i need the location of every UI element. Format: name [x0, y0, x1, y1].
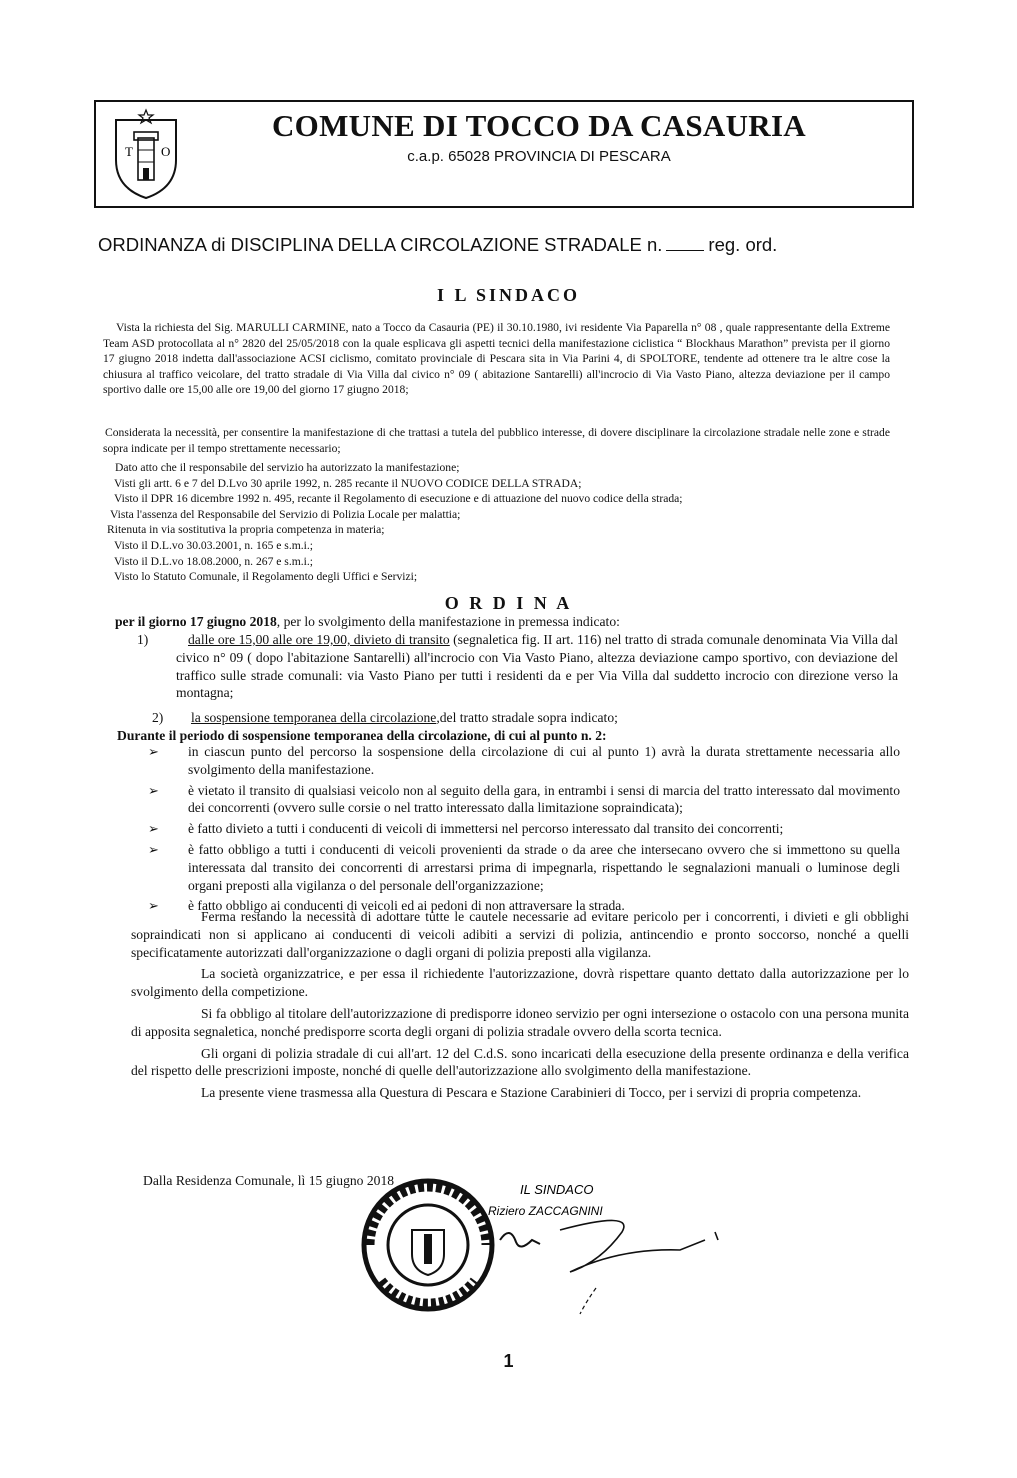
arrow-bullet-icon: ➢ — [148, 898, 159, 914]
ordinance-title — [98, 234, 777, 256]
preamble-line: Dato atto che il responsabile del servizio ha autorizzato la manifestazione; — [115, 461, 460, 474]
signature-name: Riziero ZACCAGNINI — [488, 1204, 603, 1218]
official-stamp-icon — [360, 1170, 740, 1320]
bullet-item — [148, 841, 900, 894]
sindaco-heading: I L SINDACO — [436, 285, 581, 305]
item-number: 1) — [137, 632, 149, 647]
bullet-text: in ciascun punto del percorso la sospensione della circolazione di cui al punto 1) avrà la durata strettamente necessaria allo svolgimento della manifestazione. — [188, 744, 900, 777]
closing-line: Dalla Residenza Comunale, lì 15 giugno 2018 — [143, 1173, 395, 1188]
preamble-line: Visto lo Statuto Comunale, il Regolamento degli Uffici e Servizi; — [114, 570, 418, 584]
item-underlined-text: la sospensione temporanea della circolazione — [191, 710, 437, 725]
ordina-heading: O R D I N A — [444, 593, 573, 613]
bullet-item — [148, 782, 900, 818]
crest-letter-o: O — [161, 144, 171, 159]
ordina-lead-text: , per lo svolgimento della manifestazione in premessa indicato: — [276, 614, 620, 629]
crest-letter-t: T — [125, 144, 133, 159]
preamble-text-2: Considerata la necessità, per consentire la manifestazione di che trattasi a tutela del pubblico interesse, di dovere disciplinare la circolazione stradale nelle zone e strade sopra indicate per il tempo strettamente necessario; — [103, 426, 890, 455]
ordina-item-1 — [137, 631, 898, 702]
bullet-text: è fatto obbligo ai conducenti di veicoli ed ai pedoni di non attraversare la strada. — [188, 898, 625, 914]
durante-text: Durante il periodo di sospensione temporanea della circolazione, di cui al punto n. 2: — [117, 728, 607, 743]
item-text: (segnaletica fig. II art. 116) nel tratto di strada comunale denominata Via Villa dal civico n° 09 ( dopo l'abitazione Santarelli) all'incrocio con Via Vasto Piano, altezza deviazione campo sportivo, con deviazione del traffico sulle strade comunali: via Vasto Piano per tutti i residenti da e per Via Villa dal suddetto incrocio con direzione verso la montagna; — [176, 632, 898, 701]
arrow-bullet-icon: ➢ — [148, 744, 159, 759]
letterhead — [94, 100, 914, 208]
preamble-line: Visto il D.L.vo 18.08.2000, n. 267 e s.m.i.; — [114, 554, 313, 568]
paragraph: La società organizzatrice, e per essa il richiedente l'autorizzazione, dovrà rispettare quanto dettato dalla autorizzazione per lo svolgimento della competizione. — [131, 966, 909, 1000]
bullet-list — [148, 743, 900, 915]
item-underlined-text: dalle ore 15,00 alle ore 19,00, divieto di transito — [188, 632, 450, 647]
ordinance-number-blank — [666, 250, 704, 251]
arrow-bullet-icon: ➢ — [148, 782, 159, 798]
municipality-address: c.a.p. 65028 PROVINCIA DI PESCARA — [407, 148, 671, 165]
paragraph: Si fa obbligo al titolare dell'autorizzazione di predisporre idoneo servizio per ogni intersezione o ostacolo con una persona munita di apposita segnaletica, nonché predisporre scorta degli organi di polizia stradale ovvero della scorta tecnica. — [131, 1005, 909, 1039]
paragraph: La presente viene trasmessa alla Questura di Pescara e Stazione Carabinieri di Tocco, per i servizi di propria competenza. — [201, 1085, 862, 1101]
item-text: ,del tratto stradale sopra indicato; — [436, 710, 618, 725]
signature-block — [360, 1170, 740, 1320]
preamble-line: Visti gli artt. 6 e 7 del D.Lvo 30 aprile 1992, n. 285 recante il NUOVO CODICE DELLA STRADA; — [114, 476, 582, 490]
bullet-item — [148, 743, 900, 779]
closing-paragraphs — [131, 908, 909, 1102]
ordina-item-2 — [152, 709, 901, 727]
page-number: 1 — [503, 1351, 514, 1371]
preamble-line: Visto il D.L.vo 30.03.2001, n. 165 e s.m.i.; — [114, 538, 313, 552]
preamble-list — [103, 460, 890, 585]
paragraph: Gli organi di polizia stradale di cui all'art. 12 del C.d.S. sono incaricati della esecuzione della presente ordinanza e della verifica del rispetto delle prescrizioni imposte, nonché di quelle dell'autorizzazione allo svolgimento della manifestazione. — [131, 1045, 909, 1079]
bullet-text: è fatto obbligo a tutti i conducenti di veicoli provenienti da strade o da aree che intersecano ovvero che si immettono su quella interessata dal transito dei concorrenti di arrestarsi prima di impegnarla, rispettando le segnalazioni manuali o luminose degli organi preposti alla vigilanza o del personale dell'organizzazione; — [188, 841, 900, 893]
preamble-line: Vista l'assenza del Responsabile del Servizio di Polizia Locale per malattia; — [110, 507, 461, 521]
ordina-date: per il giorno 17 giugno 2018 — [115, 614, 277, 629]
ordinance-title-text: ORDINANZA di DISCIPLINA DELLA CIRCOLAZIONE STRADALE n. — [98, 234, 663, 255]
municipality-title: COMUNE DI TOCCO DA CASAURIA — [271, 108, 806, 143]
arrow-bullet-icon: ➢ — [148, 821, 159, 837]
preamble-line: Ritenuta in via sostitutiva la propria competenza in materia; — [107, 523, 385, 537]
bullet-text: è vietato il transito di qualsiasi veicolo non al seguito della gara, in entrambi i sensi di marcia del tratto interessato dal movimento dei concorrenti (ovvero sulle corsie o nel tratto interessato dalla limitazione sopraindicata); — [188, 782, 900, 816]
item-number: 2) — [152, 710, 164, 725]
ordina-lead — [115, 613, 905, 631]
preamble-line: Visto il DPR 16 dicembre 1992 n. 495, recante il Regolamento di esecuzione e di attuazione del nuovo codice della strada; — [114, 492, 683, 506]
paragraph: Ferma restando la necessità di adottare tutte le cautele necessarie ad evitare pericolo per i concorrenti, i divieti e gli obblighi sopraindicati non si applicano ai conducenti di veicoli adibiti a servizi di polizia, antincendio e pronto soccorso, nonché a quelli specificatamente autorizzati dall'organizzazione o dagli organi di polizia preposti alla vigilanza. — [131, 909, 909, 960]
preamble-text-1: Vista la richiesta del Sig. MARULLI CARMINE, nato a Tocco da Casauria (PE) il 30.10.1980, ivi residente Via Paparella n° 08 , quale rappresentante della Extreme Team ASD protocollata al n° 2820 del 25/05/2018 con la quale esplicava gli aspetti tecnici della manifestazione ciclistica “ Blockhaus Marathon” prevista per il giorno 17 giugno 2018 indetta dall'associazione ACSI ciclismo, comitato provinciale di Pescara sita in Via Parini 4, di SPOLTORE, tendente ad ottenere tra le altre cose la chiusura al traffico veicolare, del tratto stradale di Via Villa dal civico n° 09 ( abitazione Santarelli) all'incrocio di Via Vasto Piano, altezza deviazione per il campo sportivo dalle ore 15,00 alle ore 19,00 del giorno 17 giugno 2018; — [103, 321, 890, 397]
bullet-text: è fatto divieto a tutti i conducenti di veicoli di immettersi nel percorso interessato dal transito dei concorrenti; — [188, 821, 784, 837]
ordinance-title-suffix: reg. ord. — [708, 234, 778, 255]
preamble-paragraph-2 — [103, 425, 890, 456]
arrow-bullet-icon: ➢ — [148, 841, 159, 857]
signature-role: IL SINDACO — [520, 1182, 594, 1197]
bullet-item — [148, 820, 900, 838]
preamble-paragraph-1 — [103, 320, 890, 398]
